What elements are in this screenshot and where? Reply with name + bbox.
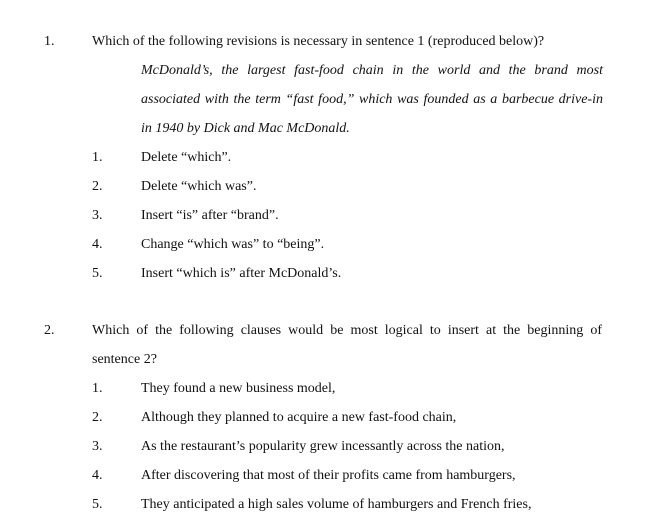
option-number: 1. [92,381,103,396]
question-prompt-line: Which of the following clauses would be most logical to insert at the beginning of [92,323,602,338]
option-text: Delete “which”. [141,150,232,165]
option-text: As the restaurant’s popularity grew incessantly across the nation, [141,439,505,454]
quoted-sentence-line: associated with the term “fast food,” which was founded as a barbecue drive-in [141,92,603,107]
option-number: 4. [92,237,103,252]
option-number: 5. [92,497,103,512]
option-text: Insert “which is” after McDonald’s. [141,266,342,281]
option-number: 1. [92,150,103,165]
option-number: 2. [92,410,103,425]
option-text: Insert “is” after “brand”. [141,208,279,223]
option-text: After discovering that most of their profits came from hamburgers, [141,468,516,483]
option-number: 5. [92,266,103,281]
option-text: Change “which was” to “being”. [141,237,325,252]
option-text: Although they planned to acquire a new fast-food chain, [141,410,457,425]
option-text: They found a new business model, [141,381,336,396]
quoted-sentence-line: McDonald’s, the largest fast-food chain in the world and the brand most [141,63,603,78]
option-number: 3. [92,439,103,454]
option-text: Delete “which was”. [141,179,257,194]
question-number: 2. [44,323,55,338]
question-prompt: Which of the following revisions is necessary in sentence 1 (reproduced below)? [92,34,545,49]
option-number: 3. [92,208,103,223]
question-prompt-line: sentence 2? [92,352,157,367]
option-number: 2. [92,179,103,194]
option-text: They anticipated a high sales volume of hamburgers and French fries, [141,497,532,512]
option-number: 4. [92,468,103,483]
question-number: 1. [44,34,55,49]
quoted-sentence-line: in 1940 by Dick and Mac McDonald. [141,121,350,136]
